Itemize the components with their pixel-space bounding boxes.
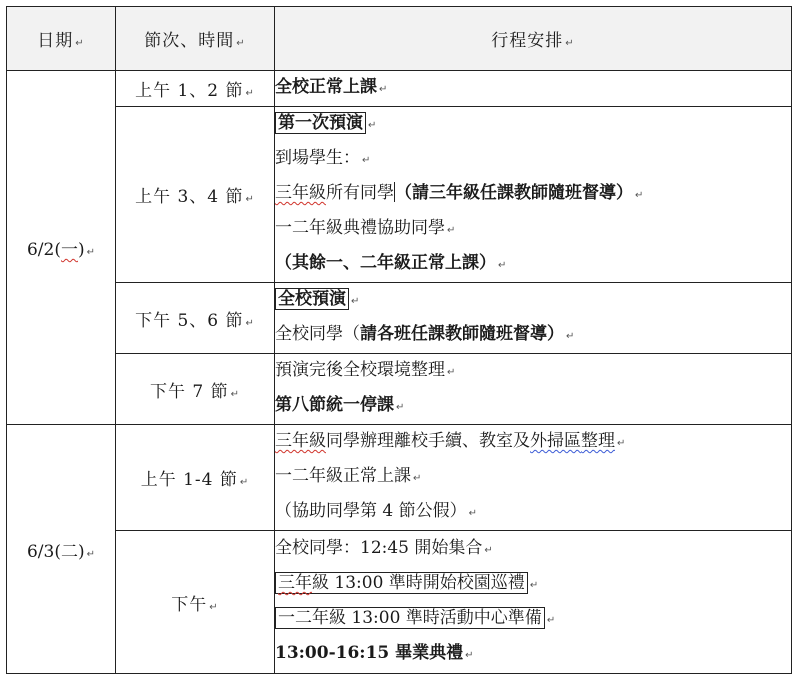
schedule-table: [6, 6, 792, 674]
schedule-line: 第八節統一停課: [275, 395, 394, 415]
schedule-line: 13:00-16:15 畢業典禮: [275, 643, 464, 663]
schedule-line: 第一次預演: [275, 112, 366, 134]
schedule-line: 全校預演: [275, 288, 349, 310]
period-cell: 上午 1、2 節 ↵: [116, 71, 275, 107]
schedule-cell: 預演完後全校環境整理 ↵ 第八節統一停課 ↵: [275, 354, 792, 425]
schedule-cell: 全校同學：12:45 開始集合 ↵ 三年級 13:00 準時開始校園巡禮 ↵ 一二年級 13:00 準時活動中心準備 ↵ 13:00-16:15 畢業典禮 ↵: [275, 531, 792, 674]
schedule-line: 全校同學：12:45 開始集合: [275, 538, 483, 558]
schedule-cell: 三年級同學辦理離校手續、教室及外掃區整理 ↵ 一二年級正常上課 ↵ （協助同學第 4 節公假） ↵: [275, 425, 792, 531]
header-schedule: 行程安排 ↵: [275, 7, 792, 71]
table-row: [7, 425, 792, 531]
period-cell: 上午 1-4 節 ↵: [116, 425, 275, 531]
schedule-line: 全校正常上課: [275, 77, 377, 97]
table-row: [7, 531, 792, 674]
period-cell: 下午 7 節 ↵: [116, 354, 275, 425]
header-date: 日期 ↵: [7, 7, 116, 71]
table-row: [7, 354, 792, 425]
period-cell: 下午 ↵: [116, 531, 275, 674]
schedule-line: 一二年級正常上課: [275, 466, 411, 486]
schedule-line: 三年: [278, 573, 312, 593]
header-row: [7, 7, 792, 71]
period-cell: 下午 5、6 節 ↵: [116, 283, 275, 354]
schedule-cell: 全校正常上課 ↵: [275, 71, 792, 107]
schedule-line: 一二年級典禮協助同學: [275, 218, 445, 238]
schedule-line: （協助同學第 4 節公假）: [275, 501, 467, 521]
table-row: [7, 283, 792, 354]
schedule-line: 預演完後全校環境整理: [275, 360, 445, 380]
schedule-line: 一二年級 13:00 準時活動中心準備: [275, 607, 545, 629]
schedule-line: （其餘一、二年級正常上課）: [275, 253, 496, 273]
header-period: 節次、時間 ↵: [116, 7, 275, 71]
date-cell: 6/3(二) ↵: [7, 425, 116, 674]
schedule-cell: 第一次預演 ↵ 到場學生： ↵ 三年級所有同學（請三年級任課教師隨班督導） ↵ 一二年級典禮協助同學 ↵ （其餘一、二年級正常上課） ↵: [275, 107, 792, 283]
period-cell: 上午 3、4 節 ↵: [116, 107, 275, 283]
schedule-line: 三年級: [275, 183, 326, 203]
schedule-line: 到場學生：: [275, 148, 360, 168]
schedule-line: 三年級: [275, 431, 326, 451]
date-cell: 6/2(一) ↵: [7, 71, 116, 425]
table-row: [7, 107, 792, 283]
table-row: [7, 71, 792, 107]
schedule-cell: 全校預演 ↵ 全校同學（請各班任課教師隨班督導） ↵: [275, 283, 792, 354]
schedule-line: 全校同學（: [275, 324, 360, 344]
